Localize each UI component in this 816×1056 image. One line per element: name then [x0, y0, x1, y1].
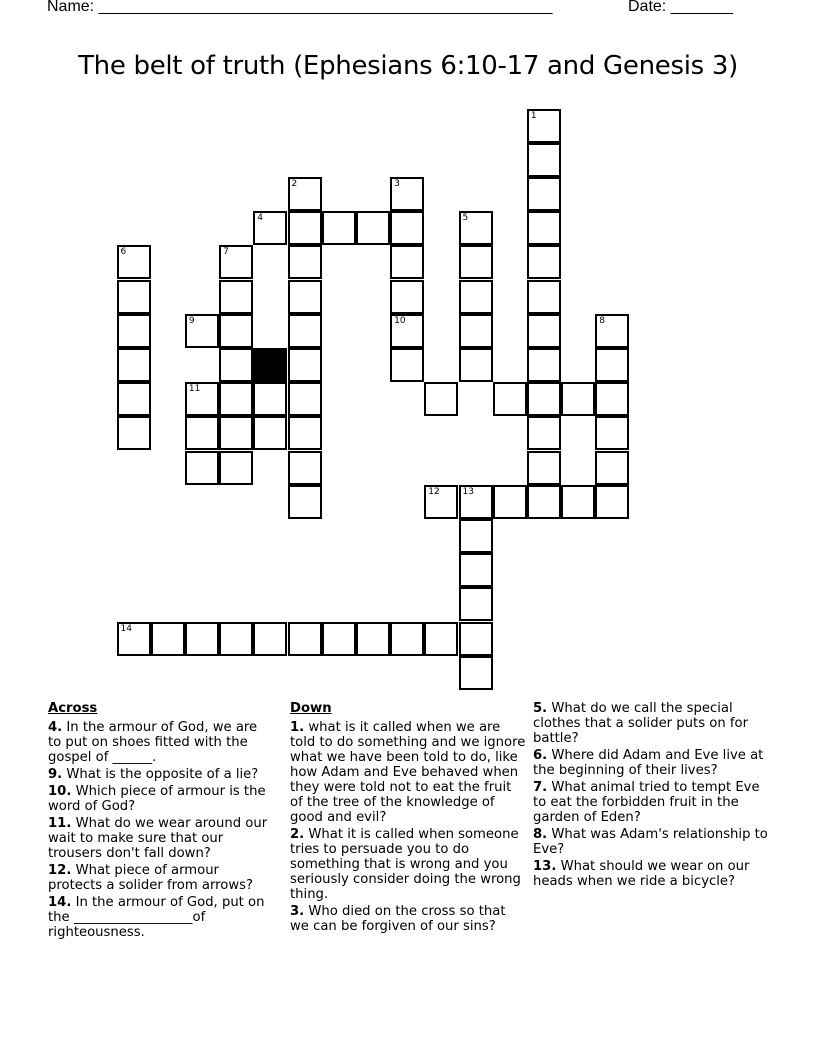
clue-number: 5: [462, 213, 469, 224]
grid-cell[interactable]: [322, 622, 356, 656]
clue-item: [533, 780, 769, 825]
clue-item: [48, 816, 274, 861]
clue-item: [290, 904, 526, 934]
grid-cell[interactable]: [561, 485, 595, 519]
clue-number: 8: [599, 315, 606, 326]
down-clues: [290, 701, 526, 936]
grid-cell[interactable]: [390, 245, 424, 279]
clue-item-number: 6.: [533, 748, 548, 763]
clue-item-text: What piece of armour protects a solider from arrows?: [48, 863, 253, 893]
grid-cell[interactable]: [117, 382, 151, 416]
grid-cell[interactable]: [219, 245, 253, 279]
grid-cell[interactable]: [356, 211, 390, 245]
clue-item-number: 9.: [48, 767, 63, 782]
grid-cell[interactable]: [459, 211, 493, 245]
grid-cell[interactable]: [219, 382, 253, 416]
grid-cell[interactable]: [459, 519, 493, 553]
grid-cell[interactable]: [493, 382, 527, 416]
grid-cell[interactable]: [219, 416, 253, 450]
clue-number: 2: [291, 178, 298, 189]
clue-item-number: 10.: [48, 784, 72, 799]
clue-number: 10: [394, 315, 406, 326]
grid-cell[interactable]: [424, 485, 458, 519]
grid-cell[interactable]: [288, 416, 322, 450]
grid-cell[interactable]: [253, 622, 287, 656]
grid-cell[interactable]: [117, 314, 151, 348]
grid-cell[interactable]: [288, 211, 322, 245]
clue-number: 3: [394, 178, 400, 189]
clue-item-number: 3.: [290, 904, 305, 919]
grid-cell[interactable]: [527, 109, 561, 143]
grid-cell[interactable]: [424, 622, 458, 656]
clue-item-text: Where did Adam and Eve live at the beginning of their lives?: [533, 748, 764, 778]
clue-number: 4: [257, 213, 264, 224]
clue-number: 14: [120, 623, 132, 634]
grid-cell[interactable]: [117, 416, 151, 450]
grid-cell[interactable]: [219, 280, 253, 314]
clue-item-number: 2.: [290, 827, 305, 842]
grid-cell[interactable]: [151, 622, 185, 656]
grid-cell[interactable]: [288, 622, 322, 656]
grid-cell[interactable]: [493, 485, 527, 519]
grid-cell[interactable]: [527, 280, 561, 314]
grid-cell[interactable]: [527, 314, 561, 348]
grid-cell[interactable]: [117, 348, 151, 382]
across-clues: [48, 701, 274, 942]
clue-number: 12: [428, 486, 440, 497]
grid-cell[interactable]: [595, 416, 629, 450]
clue-item: [48, 767, 274, 782]
clue-item: [533, 701, 769, 746]
clue-item-number: 13.: [533, 859, 557, 874]
clue-item-number: 4.: [48, 720, 63, 735]
grid-cell[interactable]: [356, 622, 390, 656]
clue-item-text: In the armour of God, put on the __________________of righteousness.: [48, 895, 265, 940]
grid-cell[interactable]: [527, 416, 561, 450]
grid-cell[interactable]: [253, 211, 287, 245]
clue-number: 11: [188, 384, 201, 395]
grid-cell[interactable]: [390, 314, 424, 348]
clue-item-number: 7.: [533, 780, 548, 795]
grid-cell[interactable]: [288, 177, 322, 211]
grid-cell[interactable]: [288, 280, 322, 314]
clue-item-number: 14.: [48, 895, 72, 910]
grid-cell[interactable]: [117, 622, 151, 656]
clue-item-text: Who died on the cross so that we can be forgiven of our sins?: [290, 904, 506, 934]
grid-cell[interactable]: [219, 622, 253, 656]
clue-item: [290, 827, 526, 902]
clue-item: [48, 863, 274, 893]
clue-number: 1: [530, 110, 537, 121]
clue-item-number: 5.: [533, 701, 548, 716]
clue-item: [48, 784, 274, 814]
down-clues-continued: [533, 701, 769, 891]
grid-cell[interactable]: [459, 245, 493, 279]
grid-cell[interactable]: [322, 211, 356, 245]
clue-item: [290, 720, 526, 825]
grid-cell[interactable]: [459, 656, 493, 690]
clue-item-number: 1.: [290, 720, 305, 735]
grid-cell[interactable]: [288, 451, 322, 485]
grid-cell[interactable]: [595, 314, 629, 348]
grid-cell[interactable]: [527, 348, 561, 382]
grid-cell[interactable]: [459, 587, 493, 621]
grid-cell[interactable]: [288, 382, 322, 416]
grid-cell[interactable]: [390, 348, 424, 382]
grid-cell[interactable]: [459, 485, 493, 519]
down-heading: Down: [290, 701, 332, 716]
clue-number: 9: [188, 315, 195, 326]
clue-item: [48, 895, 274, 940]
grid-cell[interactable]: [117, 245, 151, 279]
grid-cell[interactable]: [185, 314, 219, 348]
grid-cell[interactable]: [595, 485, 629, 519]
grid-cell[interactable]: [185, 622, 219, 656]
grid-cell[interactable]: [390, 211, 424, 245]
grid-cell[interactable]: [459, 553, 493, 587]
grid-cell[interactable]: [527, 382, 561, 416]
grid-cell[interactable]: [561, 382, 595, 416]
clue-number: 7: [223, 247, 229, 258]
grid-cell[interactable]: [390, 280, 424, 314]
grid-cell[interactable]: [595, 451, 629, 485]
grid-cell[interactable]: [288, 485, 322, 519]
grid-cell[interactable]: [390, 177, 424, 211]
clue-number: 13: [462, 486, 474, 497]
grid-cell[interactable]: [219, 451, 253, 485]
name-field[interactable]: Name: ___________________________________________________: [47, 0, 553, 15]
grid-cell[interactable]: [288, 245, 322, 279]
clue-item-text: What animal tried to tempt Eve to eat the forbidden fruit in the garden of Eden?: [533, 780, 760, 825]
clue-item-text: What do we call the special clothes that a solider puts on for battle?: [533, 701, 749, 746]
grid-cell[interactable]: [527, 245, 561, 279]
clue-item-text: Which piece of armour is the word of God?: [48, 784, 266, 814]
grid-cell[interactable]: [253, 416, 287, 450]
grid-cell[interactable]: [527, 485, 561, 519]
grid-cell[interactable]: [219, 348, 253, 382]
grid-cell[interactable]: [288, 348, 322, 382]
clue-item: [48, 720, 274, 765]
clue-item: [533, 748, 769, 778]
grid-cell[interactable]: [185, 416, 219, 450]
clue-item-text: what is it called when we are told to do something and we ignore what we have been told to do, like how Adam and Eve behaved when they were told not to eat the fruit of the tree of the knowledge of good and evil?: [290, 720, 526, 825]
clue-item-text: In the armour of God, we are to put on shoes fitted with the gospel of ______.: [48, 720, 258, 765]
grid-cell[interactable]: [527, 143, 561, 177]
clue-item-text: What was Adam's relationship to Eve?: [533, 827, 768, 857]
page-title: The belt of truth (Ephesians 6:10-17 and Genesis 3): [78, 51, 738, 81]
grid-cell[interactable]: [288, 314, 322, 348]
grid-cell[interactable]: [390, 622, 424, 656]
clue-item-number: 8.: [533, 827, 548, 842]
clue-number: 6: [120, 247, 127, 258]
black-cell: [253, 348, 287, 382]
grid-cell[interactable]: [253, 382, 287, 416]
grid-cell[interactable]: [219, 314, 253, 348]
grid-cell[interactable]: [459, 622, 493, 656]
date-field[interactable]: Date: _______: [628, 0, 733, 15]
grid-cell[interactable]: [595, 382, 629, 416]
grid-cell[interactable]: [459, 280, 493, 314]
grid-cell[interactable]: [527, 211, 561, 245]
grid-cell[interactable]: [459, 348, 493, 382]
grid-cell[interactable]: [185, 382, 219, 416]
clue-item-text: What is the opposite of a lie?: [62, 767, 259, 782]
clue-item-text: What should we wear on our heads when we ride a bicycle?: [533, 859, 750, 889]
grid-cell[interactable]: [595, 348, 629, 382]
grid-cell[interactable]: [527, 451, 561, 485]
across-heading: Across: [48, 701, 98, 716]
clue-item-text: What do we wear around our wait to make sure that our trousers don't fall down?: [48, 816, 268, 861]
grid-cell[interactable]: [424, 382, 458, 416]
clue-item: [533, 827, 769, 857]
clue-item-number: 11.: [48, 816, 72, 831]
grid-cell[interactable]: [527, 177, 561, 211]
clue-item-number: 12.: [48, 863, 72, 878]
grid-cell[interactable]: [185, 451, 219, 485]
grid-cell[interactable]: [459, 314, 493, 348]
grid-cell[interactable]: [117, 280, 151, 314]
clue-item-text: What it is called when someone tries to persuade you to do something that is wrong and you seriously consider doing the wrong thing.: [290, 827, 521, 902]
clue-item: [533, 859, 769, 889]
